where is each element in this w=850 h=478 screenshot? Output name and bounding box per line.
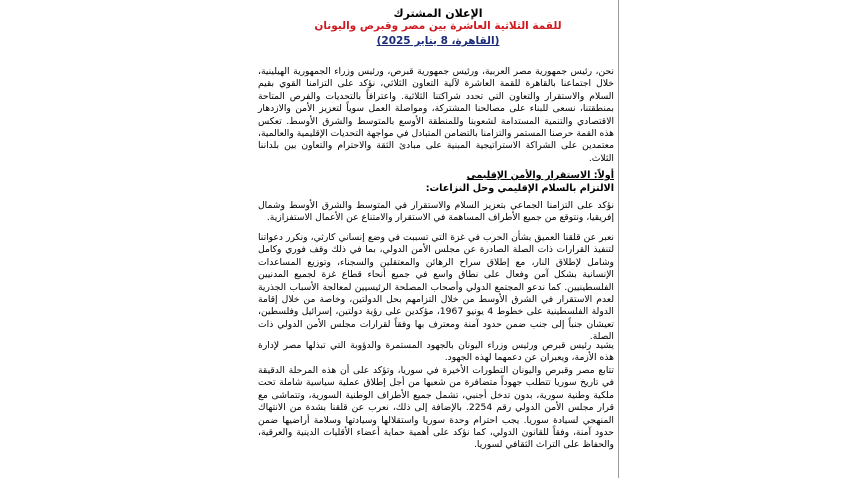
left-margin [0, 0, 232, 478]
section-subheading: الالتزام بالسلام الإقليمي وحل النزاعات: [425, 183, 614, 194]
paragraph-syria: تتابع مصر وقبرص واليونان التطورات الأخيرة في سوريا، وتؤكد على أن هذه المرحلة الدقيقة في تاريخ سوريا تتطلب جهوداً متضافرة من شعبها من أجل إطلاق عملية سياسية شاملة تحت ملكية وطنية سورية، بدون تدخل أجنبي، تشمل جميع الأطراف الوطنية السورية، وتتماشى مع قرار مجلس الأمن الدولي رقم 2254. بالإضافة إلى ذلك، نعرب عن قلقنا بشدة من الانتهاك المنهجي لسيادة سوريا. يجب احترام وحدة سوريا واستقلالها وسيادتها وسلامة أراضيها ضمن حدود آمنة، وفقاً للقانون الدولي، كما نؤكد على أهمية حماية أعضاء الأقليات الدينية والعرقية، والحفاظ على التراث الثقافي لسوريا. [258, 365, 614, 451]
document-subtitle: للقمة الثلاثية العاشرة بين مصر وقبرص واليونان [314, 20, 562, 32]
page-edge-divider [618, 0, 619, 478]
paragraph-egypt-role: يشيد رئيس قبرص ورئيس وزراء اليونان بالجهود المستمرة والدؤوبة التي تبذلها مصر لإدارة هذه الأزمة، ويعبران عن دعمهما لهذه الجهود. [258, 340, 614, 364]
paragraph-stability: نؤكد على التزامنا الجماعي بتعزيز السلام والاستقرار في المتوسط والشرق الأوسط وشمال إفريقيا، ونتوقع من جميع الأطراف المساهمة في الاستقرار والامتناع عن الأعمال الاستفزازية. [258, 200, 614, 224]
document-dateline: (القاهرة، 8 يناير 2025) [376, 35, 500, 47]
intro-paragraph: نحن، رئيس جمهورية مصر العربية، ورئيس جمهورية قبرص، ورئيس وزراء الجمهورية الهيلينية، خلال اجتماعنا بالقاهرة للقمة العاشرة لآلية التعاون الثلاثي، نؤكد على التزامنا القوي بقيم السلام والاستقرار والتعاون التي تحدد شراكتنا الثلاثية. واعترافاً بالتحديات والفرص المتاحة بمنطقتنا، نسعى للبناء على مصالحنا المشتركة، ومواصلة العمل سوياً لتعزيز الأمن والازدهار الاقتصادي والتنمية المستدامة لشعوبنا وللمنطقة الأوسع بالمتوسط والشرق الأوسط. تعكس هذه القمة حرصنا المستمر والتزامنا بالتضامن المتبادل في مواجهة التحديات الإقليمية والعالمية، معتمدين على الشراكة الاستراتيجية المبنية على مبادئ الثقة والاحترام والتعاون بين بلداننا الثلاث. [258, 66, 614, 164]
paragraph-gaza: نعبر عن قلقنا العميق بشأن الحرب في غزة التي تسببت في وضع إنساني كارثي، ونكرر دعواتنا لتنفيذ القرارات ذات الصلة الصادرة عن مجلس الأمن الدولي، بما في ذلك وقف فوري وكامل وشامل لإطلاق النار، مع إطلاق سراح الرهائن والمعتقلين والسجناء، وتوزيع المساعدات الإنسانية بشكل آمن وفعال على نطاق واسع في جميع أنحاء قطاع غزة لجميع المدنيين الفلسطينيين. كما ندعو المجتمع الدولي وأصحاب المصلحة الرئيسيين لمعالجة الأسباب الجذرية لعدم الاستقرار في الشرق الأوسط من خلال التزامهم بحل الدولتين، وخاصة من خلال إقامة الدولة الفلسطينية على خطوط 4 يونيو 1967، مؤكدين على رؤية دولتين، إسرائيل وفلسطين، تعيشان جنباً إلى جنب ضمن حدود آمنة ومعترف بها وفقاً لقرارات مجلس الأمن الدولي ذات الصلة. [258, 232, 614, 343]
document-title: الإعلان المشترك [393, 7, 483, 20]
section-heading: أولاً: الاستقرار والأمن الإقليمي [466, 170, 614, 181]
